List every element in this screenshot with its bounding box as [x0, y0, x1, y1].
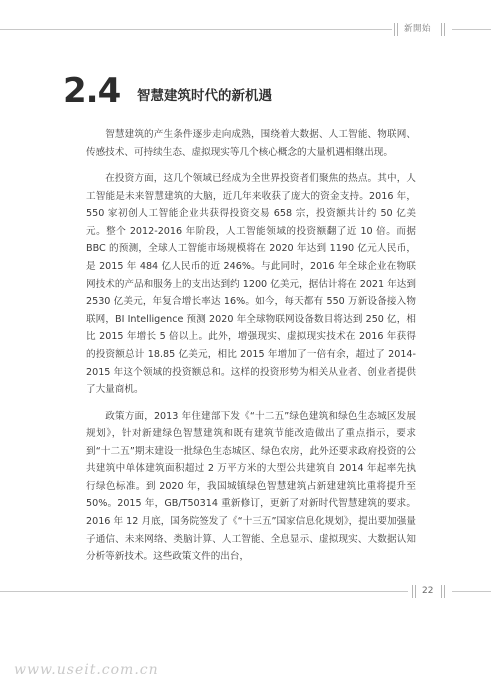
- section-title: 智慧建筑时代的新机遇: [137, 88, 272, 104]
- header-divider-left: [394, 23, 400, 36]
- watermark: www.useit.com.cn: [14, 662, 159, 678]
- running-header-label: 新開始: [404, 24, 432, 34]
- paragraph: 政策方面，2013 年住建部下发《“十二五”绿色建筑和绿色生态城区发展规划》，针对新建绿色智慧建筑和既有建筑节能改造做出了重点指示，要求到“十二五”期末建设一批绿色生态城区、绿色农房，此外还要求政府投资的公共建筑中单体建筑面积超过 2 万平方米的大型公共建筑自 2014 年起率先执行绿色标准。到 2020 年，我国城镇绿色智慧建筑占新建建筑比重将提升至 50%。2015 年，GB/T50314 重新修订，更新了对新时代智慧建筑的要求。2016 年 12 月底，国务院签发了《“十三五”国家信息化规划》，提出要加强量子通信、未来网络、类脑计算、人工智能、全息显示、虚拟现实、大数据认知分析等新技术。这些政策文件的出台，: [86, 410, 416, 563]
- footer-rule-left: [0, 591, 408, 592]
- footer-divider-right: [441, 585, 447, 598]
- header-divider-right: [441, 23, 447, 36]
- paragraph: 智慧建筑的产生条件逐步走向成熟，围绕着大数据、人工智能、物联网、传感技术、可持续生态、虚拟现实等几个核心概念的大量机遇相继出现。: [86, 129, 416, 158]
- body-text: [86, 126, 416, 575]
- page-footer: [0, 584, 491, 600]
- header-rule-left: [0, 29, 392, 30]
- header-rule-right: [452, 29, 491, 30]
- footer-rule-right: [452, 591, 491, 592]
- section-number: 2.4: [63, 71, 121, 111]
- footer-divider-left: [412, 585, 418, 598]
- paragraph: 在投资方面，这几个领域已经成为全世界投资者们聚焦的热点。其中，人工智能是未来智慧建筑的大脑，近几年来收获了庞大的资金支持。2016 年，550 家初创人工智能企业共获得投资交易 658 宗，投资额共计约 50 亿美元。整个 2012-2016 年阶段，人工智能领域的投资额翻了近 10 倍。而据 BBC 的预测，全球人工智能市场规模将在 2020 年达到 1190 亿元人民币，是 2015 年 484 亿人民币的近 246%。与此同时，2016 年全球企业在物联网技术的产品和服务上的支出达到约 1200 亿美元，据估计将在 2021 年达到 2530 亿美元，年复合增长率达 16%。如今，每天都有 550 万新设备接入物联网，BI Intelligence 预测 2020 年全球物联网设备数目将达到 250 亿，相比 2015 年增长 5 倍以上。此外，增强现实、虚拟现实技术在 2016 年获得的投资额总计 18.85 亿美元，相比 2015 年增加了一倍有余，超过了 2014-2015 年这个领域的投资额总和。这样的投资形势为相关从业者、创业者提供了大量商机。: [86, 172, 416, 396]
- running-header: [0, 22, 491, 38]
- page-number: 22: [422, 586, 434, 596]
